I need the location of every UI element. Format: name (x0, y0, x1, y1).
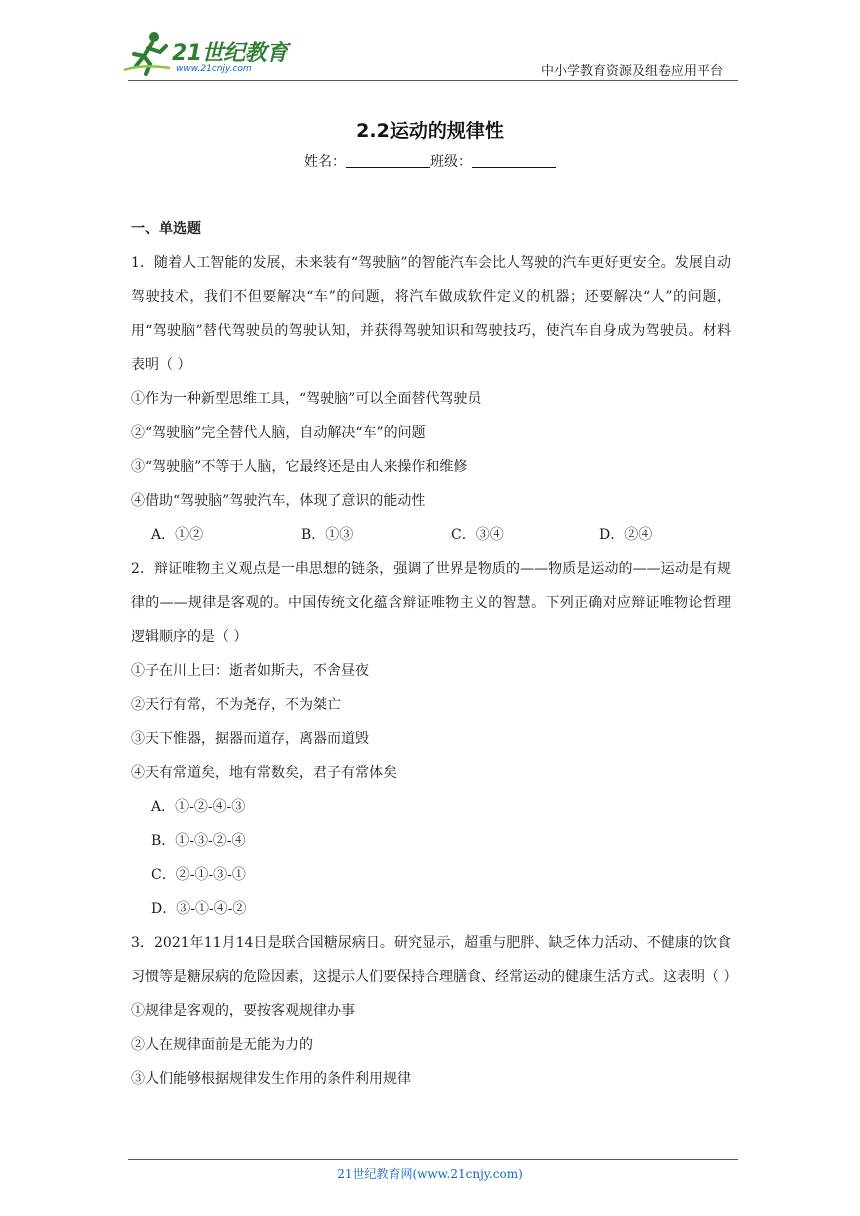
question-1-item-3: ③“驾驶脑”不等于人脑，它最终还是由人来操作和维修 (131, 459, 468, 475)
question-2-choice-a[interactable]: A．①-②-④-③ (151, 799, 246, 815)
question-3-item-3: ③人们能够根据规律发生作用的条件利用规律 (131, 1071, 411, 1087)
question-1-item-1: ①作为一种新型思维工具，“驾驶脑”可以全面替代驾驶员 (131, 391, 482, 407)
name-class-line (0, 151, 860, 171)
question-2-stem: 2．辩证唯物主义观点是一串思想的链条，强调了世界是物质的——物质是运动的——运动是有规律的——规律是客观的。中国传统文化蕴含辩证唯物主义的智慧。下列正确对应辩证唯物论哲理逻辑顺序的是（ ） (131, 561, 731, 645)
name-label: 姓名： (304, 154, 346, 170)
question-1-stem: 1．随着人工智能的发展，未来装有“驾驶脑”的智能汽车会比人驾驶的汽车更好更安全。发展自动驾驶技术，我们不但要解决“车”的问题，将汽车做成软件定义的机器；还要解决“人”的问题，用“驾驶脑”替代驾驶员的驾驶认知，并获得驾驶知识和驾驶技巧，使汽车自身成为驾驶员。材料表明（ ） (131, 255, 731, 373)
logo-text: 21世纪教育 (172, 41, 288, 66)
name-blank[interactable] (346, 153, 430, 168)
logo-url: www.21cnjy.com (176, 64, 252, 74)
question-3-item-2: ②人在规律面前是无能为力的 (131, 1037, 313, 1053)
question-1-item-2: ②“驾驶脑”完全替代人脑，自动解决“车”的问题 (131, 425, 426, 441)
question-2-item-1: ①子在川上曰：逝者如斯夫，不舍昼夜 (131, 663, 369, 679)
header-platform-text: 中小学教育资源及组卷应用平台 (540, 64, 723, 79)
question-2-choice-b[interactable]: B．①-③-②-④ (151, 833, 246, 849)
page-header (0, 0, 860, 90)
page-title: 2.2运动的规律性 (356, 120, 504, 142)
question-1-choices (131, 518, 731, 552)
class-label: 班级： (430, 154, 472, 170)
question-2-item-3: ③天下惟器，据器而道存，离器而道毁 (131, 731, 369, 747)
question-2-choice-c[interactable]: C．②-①-③-① (151, 867, 246, 883)
section-heading: 一、单选题 (131, 221, 201, 237)
header-divider (128, 80, 738, 81)
question-1-choice-b[interactable]: B．①③ (301, 527, 354, 543)
question-2-item-4: ④天有常道矣，地有常数矣，君子有常体矣 (131, 765, 397, 781)
footer-text[interactable]: 21世纪教育网(www.21cnjy.com) (337, 1167, 523, 1181)
question-1-choice-c[interactable]: C．③④ (451, 527, 504, 543)
question-2-item-2: ②天行有常，不为尧存，不为桀亡 (131, 697, 341, 713)
questions-content (131, 218, 738, 1096)
question-1-choice-a[interactable]: A．①② (151, 527, 204, 543)
question-2-choice-d[interactable]: D．③-①-④-② (151, 901, 247, 917)
question-1-choice-d[interactable]: D．②④ (599, 527, 653, 543)
footer-divider (128, 1159, 738, 1160)
question-3-item-1: ①规律是客观的，要按客观规律办事 (131, 1003, 355, 1019)
question-3-stem: 3．2021年11月14日是联合国糖尿病日。研究显示，超重与肥胖、缺乏体力活动、不健康的饮食习惯等是糖尿病的危险因素，这提示人们要保持合理膳食、经常运动的健康生活方式。这表明（ ） (131, 935, 738, 985)
question-1-item-4: ④借助“驾驶脑”驾驶汽车，体现了意识的能动性 (131, 493, 426, 509)
class-blank[interactable] (472, 153, 556, 168)
logo (122, 30, 302, 80)
runner-logo-icon (122, 30, 174, 78)
